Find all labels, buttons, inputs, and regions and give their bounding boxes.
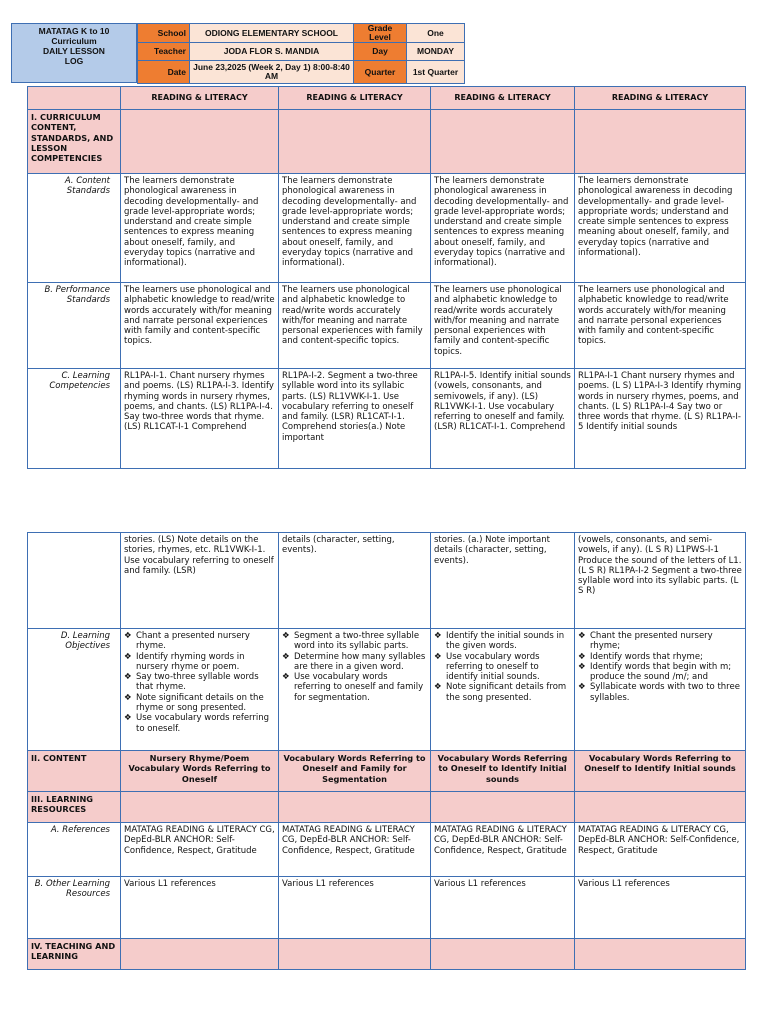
objectives-cell xyxy=(575,629,746,751)
list-item: ❖ Identify rhyming words in nursery rhyme or poem. xyxy=(124,651,245,672)
section-heading: IV. TEACHING AND LEARNING xyxy=(28,939,121,970)
teaching-learning-row xyxy=(28,939,746,970)
empty-cell xyxy=(431,110,575,174)
list-item: ❖ Syllabicate words with two to three syllables. xyxy=(578,682,740,703)
learning-resources-row xyxy=(28,792,746,823)
dll-title-box xyxy=(11,23,137,83)
other-resource-cell: Various L1 references xyxy=(121,877,279,939)
learning-competencies-row xyxy=(28,369,746,469)
row-label: A. References xyxy=(28,823,121,877)
content-standard-cell: The learners demonstrate phonological awareness in decoding developmentally- and grade level-appropriate words; understand and create simple sentences to express meaning about oneself, family, and everyday topics (narrative and informational). xyxy=(431,174,575,283)
competency-cell: details (character, setting, events). xyxy=(279,533,431,629)
content-row xyxy=(28,751,746,792)
other-resource-cell: Various L1 references xyxy=(575,877,746,939)
list-item: ❖ Segment a two-three syllable word into its syllabic parts. xyxy=(282,631,420,652)
references-row xyxy=(28,823,746,877)
empty-cell xyxy=(575,792,746,823)
column-header: READING & LITERACY xyxy=(431,87,575,110)
grade-label: Grade Level xyxy=(354,24,407,43)
objectives-list xyxy=(124,631,275,734)
competency-cell: RL1PA-I-1. Chant nursery rhymes and poems. (LS) RL1PA-I-3. Identify rhyming words in nursery rhymes, poems, and chants. (LS) RL1PA-I-4. Say two-three words that rhyme. (LS) RL1CAT-I-1 Comprehend xyxy=(121,369,279,469)
reference-cell: MATATAG READING & LITERACY CG, DepEd-BLR ANCHOR: Self-Confidence, Respect, Gratitude xyxy=(575,823,746,877)
list-item: ❖ Identify words that rhyme; xyxy=(578,651,703,662)
section-heading: III. LEARNING RESOURCES xyxy=(28,792,121,823)
competency-cell: RL1PA-I-1 Chant nursery rhymes and poems. (L S) L1PA-I-3 Identify rhyming words in nursery rhymes, poems, and chants. (L S) RL1PA-I-4 Say two or three words that rhyme. (L S) RL1PA-I-5 Identify initial sounds xyxy=(575,369,746,469)
performance-standard-cell: The learners use phonological and alphabetic knowledge to read/write words accurately with/for meaning and narrate personal experiences with family and content-specific topics. xyxy=(121,283,279,369)
performance-standard-cell: The learners use phonological and alphabetic knowledge to read/write words accurately with/for meaning and narrate personal experiences with family and content-specific topics. xyxy=(279,283,431,369)
teacher-value: JODA FLOR S. MANDIA xyxy=(190,43,354,61)
empty-cell xyxy=(431,939,575,970)
empty-cell xyxy=(279,939,431,970)
column-header: READING & LITERACY xyxy=(121,87,279,110)
lesson-log-table-page-2 xyxy=(27,532,746,970)
lesson-log-table-page-1 xyxy=(27,86,746,469)
day-value: MONDAY xyxy=(407,43,465,61)
objectives-cell xyxy=(121,629,279,751)
competency-cell: (vowels, consonants, and semi-vowels, if any). (L S R) L1PWS-I-1 Produce the sound of the letters of L1. (L S R) RL1PA-I-2 Segment a two-three syllable word into its syllabic parts. (L S R) xyxy=(575,533,746,629)
school-label: School xyxy=(138,24,190,43)
content-cell: Nursery Rhyme/Poem Vocabulary Words Referring to Oneself xyxy=(121,751,279,792)
reference-cell: MATATAG READING & LITERACY CG, DepEd-BLR ANCHOR: Self-Confidence, Respect, Gratitude xyxy=(431,823,575,877)
list-item: ❖ Identify the initial sounds in the given words. xyxy=(434,631,565,652)
reference-cell: MATATAG READING & LITERACY CG, DepEd-BLR ANCHOR: Self-Confidence, Respect, Gratitude xyxy=(121,823,279,877)
empty-cell xyxy=(279,792,431,823)
content-cell: Vocabulary Words Referring to Oneself to Identify Initial sounds xyxy=(431,751,575,792)
competency-cell: RL1PA-I-2. Segment a two-three syllable word into its syllabic parts. (LS) RL1VWK-I-1. Use vocabulary referring to oneself and family. (LSR) RL1CAT-I-1. Comprehend stories(a.) Note important xyxy=(279,369,431,469)
dll-title-line: Curriculum xyxy=(51,36,97,46)
column-header-row xyxy=(28,87,746,110)
content-standard-cell: The learners demonstrate phonological awareness in decoding developmentally- and grade level-appropriate words; understand and create simple sentences to express meaning about oneself, family, and everyday topics (narrative and informational). xyxy=(279,174,431,283)
section-heading: I. CURRICULUM CONTENT, STANDARDS, AND LESSON COMPETENCIES xyxy=(28,110,121,174)
column-header: READING & LITERACY xyxy=(575,87,746,110)
school-value: ODIONG ELEMENTARY SCHOOL xyxy=(190,24,354,43)
list-item: ❖ Note significant details on the rhyme or song presented. xyxy=(124,692,264,714)
header-info-grid xyxy=(137,23,465,84)
day-label: Day xyxy=(354,43,407,61)
quarter-value: 1st Quarter xyxy=(407,61,465,84)
competency-cell: stories. (LS) Note details on the stories, rhymes, etc. RL1VWK-I-1. Use vocabulary referring to oneself and family. (LSR) xyxy=(121,533,279,629)
list-item: ❖ Note significant details from the song presented. xyxy=(434,682,567,703)
performance-standard-cell: The learners use phonological and alphabetic knowledge to read/write words accurately with/for meaning and narrate personal experiences with family and content-specific topics. xyxy=(575,283,746,369)
list-item: ❖ Use vocabulary words referring to oneself and family for segmentation. xyxy=(282,672,424,703)
performance-standards-row xyxy=(28,283,746,369)
section-heading: II. CONTENT xyxy=(28,751,121,792)
list-item: ❖ Use vocabulary words referring to oneself to identify initial sounds. xyxy=(434,651,540,683)
learning-objectives-row xyxy=(28,629,746,751)
teacher-label: Teacher xyxy=(138,43,190,61)
list-item: ❖ Chant a presented nursery rhyme. xyxy=(124,631,250,652)
objectives-list xyxy=(434,631,571,703)
row-label: C. Learning Competencies xyxy=(28,369,121,469)
empty-cell xyxy=(121,939,279,970)
header-corner-cell xyxy=(28,87,121,110)
date-value: June 23,2025 (Week 2, Day 1) 8:00-8:40 AM xyxy=(190,61,354,84)
row-label: D. Learning Objectives xyxy=(28,629,121,751)
objectives-list xyxy=(578,631,742,703)
column-header: READING & LITERACY xyxy=(279,87,431,110)
empty-cell xyxy=(575,110,746,174)
content-standards-row xyxy=(28,174,746,283)
reference-cell: MATATAG READING & LITERACY CG, DepEd-BLR ANCHOR: Self-Confidence, Respect, Gratitude xyxy=(279,823,431,877)
dll-title-line: LOG xyxy=(64,56,84,66)
empty-cell xyxy=(28,533,121,629)
dll-title-line: DAILY LESSON xyxy=(43,46,105,56)
other-resources-row xyxy=(28,877,746,939)
row-label: B. Other Learning Resources xyxy=(28,877,121,939)
empty-cell xyxy=(575,939,746,970)
content-cell: Vocabulary Words Referring to Oneself to Identify Initial sounds xyxy=(575,751,746,792)
competency-cell: RL1PA-I-5. Identify initial sounds (vowels, consonants, and semivowels, if any). (LS) RL1VWK-I-1. Use vocabulary referring to oneself and family. (LSR) RL1CAT-I-1. Comprehend xyxy=(431,369,575,469)
other-resource-cell: Various L1 references xyxy=(431,877,575,939)
curriculum-section-row xyxy=(28,110,746,174)
list-item: ❖ Say two-three syllable words that rhyme. xyxy=(124,672,259,693)
learning-competencies-continued-row xyxy=(28,533,746,629)
list-item: ❖ Chant the presented nursery rhyme; xyxy=(578,631,713,652)
competency-cell: stories. (a.) Note important details (character, setting, events). xyxy=(431,533,575,629)
grade-value: One xyxy=(407,24,465,43)
list-item: ❖ Use vocabulary words referring to oneself. xyxy=(124,713,270,734)
row-label: A. Content Standards xyxy=(28,174,121,283)
empty-cell xyxy=(431,792,575,823)
other-resource-cell: Various L1 references xyxy=(279,877,431,939)
content-standard-cell: The learners demonstrate phonological awareness in decoding developmentally- and grade level-appropriate words; understand and create simple sentences to express meaning about oneself, family, and everyday topics (narrative and informational). xyxy=(575,174,746,283)
objectives-cell xyxy=(279,629,431,751)
content-cell: Vocabulary Words Referring to Oneself and Family for Segmentation xyxy=(279,751,431,792)
content-standard-cell: The learners demonstrate phonological awareness in decoding developmentally- and grade level-appropriate words; understand and create simple sentences to express meaning about oneself, family, and everyday topics (narrative and informational). xyxy=(121,174,279,283)
objectives-list xyxy=(282,631,427,703)
list-item: ❖ Determine how many syllables are there in a given word. xyxy=(282,651,426,672)
empty-cell xyxy=(279,110,431,174)
performance-standard-cell: The learners use phonological and alphabetic knowledge to read/write words accurately with/for meaning and narrate personal experiences with family and content-specific topics. xyxy=(431,283,575,369)
empty-cell xyxy=(121,792,279,823)
row-label: B. Performance Standards xyxy=(28,283,121,369)
quarter-label: Quarter xyxy=(354,61,407,84)
date-label: Date xyxy=(138,61,190,84)
empty-cell xyxy=(121,110,279,174)
objectives-cell xyxy=(431,629,575,751)
dll-title-line: MATATAG K to 10 xyxy=(38,26,110,36)
list-item: ❖ Identify words that begin with m; produce the sound /m/; and xyxy=(578,661,732,683)
